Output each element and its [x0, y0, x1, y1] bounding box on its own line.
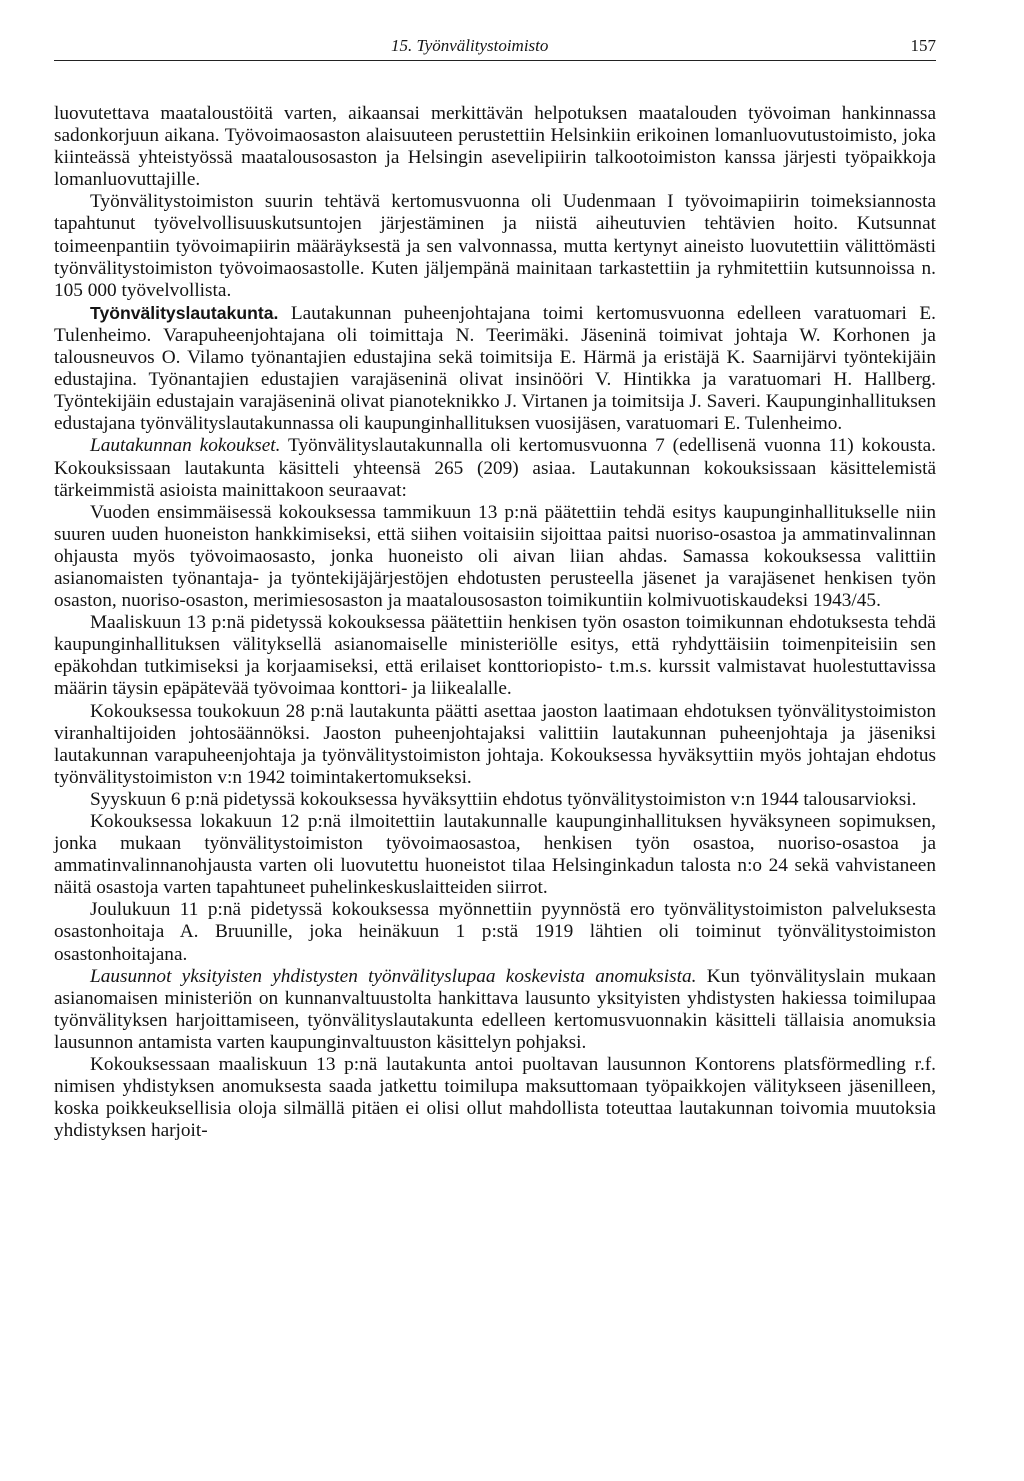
document-page: [54, 24, 936, 1142]
page-number: 157: [910, 36, 936, 55]
paragraph: Vuoden ensimmäisessä kokouksessa tammikuun 13 p:nä päätettiin tehdä esitys kaupunginhallitukselle niin suuren uuden huoneiston hankkimiseksi, että siihen voitaisiin sijoittaa paitsi nuoriso-osastoa ja ammatinvalinnan ohjausta myös työvoimaosasto, jonka huoneisto oli aivan liian ahdas. Samassa kokouksessa valittiin asianomaisten työnantaja- ja työntekijäjärjestöjen ehdotusten perusteella jäsenet ja varajäsenet henkisen työn osaston, nuoriso-osaston, merimiesosaston ja maatalousosaston toimikuntiin kolmivuotiskaudeksi 1943/45.: [54, 501, 936, 612]
section-heading-meetings: Lautakunnan kokoukset.: [90, 435, 281, 457]
section-heading-statements: Lausunnot yksityisten yhdistysten työnvälityslupaa koskevista anomuksista.: [90, 965, 697, 987]
paragraph: Kokouksessaan maaliskuun 13 p:nä lautakunta antoi puoltavan lausunnon Kontorens platsförmedling r.f. nimisen yhdistyksen anomuksesta saada jatkettu toimilupa maksuttomaan työpaikkojen välitykseen jäsenilleen, koska poikkeuksellisia oloja silmällä pitäen ei olisi ollut mahdollista toteuttaa lautakunnan toivomia muutoksia yhdistyksen harjoit-: [54, 1054, 936, 1142]
running-title: 15. Työnvälitystoimisto: [391, 36, 549, 55]
paragraph-continuation: luovutettava maataloustöitä varten, aikaansai merkittävän helpotuksen maatalouden työvoiman hankinnassa sadonkorjuun aikana. Työvoimaosaston alaisuuteen perustettiin Helsinkiin erikoinen lomanluovutustoimisto, joka kiinteässä yhteistyössä maatalousosaston ja Helsingin asevelipiirin talkootoimiston kanssa järjesti työpaikkoja lomanluovuttajille.: [54, 103, 936, 191]
paragraph-statements-section: Lausunnot yksityisten yhdistysten työnvälityslupaa koskevista anomuksista. Kun työnvälityslain mukaan asianomaisen ministeriön on kunnanvaltuustolta hankittava lausunto yksityisten yhdistysten hakiessa toimilupaa työnvälityksen harjoittamiseen, työnvälityslautakunta edelleen kertomusvuonnakin käsitteli tällaisia anomuksia lausunnon antamista varten kaupunginvaltuuston käsittelyn pohjaksi.: [54, 965, 936, 1053]
running-header: [54, 24, 936, 61]
paragraph: Kokouksessa toukokuun 28 p:nä lautakunta päätti asettaa jaoston laatimaan ehdotuksen työnvälitystoimiston viranhaltijoiden johtosäännöksi. Jaoston puheenjohtajaksi valittiin lautakunnan puheenjohtaja ja jäseniksi lautakunnan varapuheenjohtaja ja työnvälitystoimiston johtaja. Kokouksessa hyväksyttiin myös johtajan ehdotus työnvälitystoimiston v:n 1942 toimintakertomukseksi.: [54, 700, 936, 788]
paragraph: Syyskuun 6 p:nä pidetyssä kokouksessa hyväksyttiin ehdotus työnvälitystoimiston v:n 1944 talousarvioksi.: [90, 788, 917, 810]
body-text: [54, 103, 936, 1142]
section-heading-board: Työnvälityslautakunta.: [90, 302, 279, 323]
paragraph-meetings-section: Lautakunnan kokoukset. Työnvälityslautakunnalla oli kertomusvuonna 7 (edellisenä vuonna 11) kokousta. Kokouksissaan lautakunta käsitteli yhteensä 265 (209) asiaa. Lautakunnan kokouksissaan käsittelemistä tärkeimmistä asioista mainittakoon seuraavat:: [54, 435, 936, 501]
paragraph-board-section: Työnvälityslautakunta. Lautakunnan puheenjohtajana toimi kertomusvuonna edelleen varatuomari E. Tulenheimo. Varapuheenjohtajana oli toimittaja N. Teerimäki. Jäseninä toimivat johtaja W. Korhonen ja talousneuvos O. Vilamo työnantajien edustajina sekä toimitsija E. Härmä ja eristäjä K. Saarnijärvi työntekijäin edustajina. Työnantajien edustajien varajäseninä olivat insinööri V. Hintikka ja varatuomari H. Hallberg. Työntekijäin edustajain varajäseninä olivat pianoteknikko J. Virtanen ja toimitsija J. Saveri. Kaupunginhallituksen edustajana työnvälityslautakunnassa oli kaupunginhallituksen vuosijäsen, varatuomari E. Tulenheimo.: [54, 302, 937, 435]
paragraph: Maaliskuun 13 p:nä pidetyssä kokouksessa päätettiin henkisen työn osaston toimikunnan ehdotuksesta tehdä kaupunginhallituksen välityksellä asianomaiselle ministeriölle esitys, että ryhdyttäisiin toimenpiteisiin sen epäkohdan tutkimiseksi ja korjaamiseksi, että erilaiset konttoriopisto- t.m.s. kurssit valmistavat huolestuttavissa määrin täysin epäpätevää työvoimaa konttori- ja liikealalle.: [54, 612, 936, 700]
paragraph: Kokouksessa lokakuun 12 p:nä ilmoitettiin lautakunnalle kaupunginhallituksen hyväksyneen sopimuksen, jonka mukaan työnvälitystoimiston työvoimaosastoa, henkisen työn osastoa, nuoriso-osastoa ja ammatinvalinnanohjausta varten oli luovutettu huoneistot tilaa Helsinginkadun talosta n:o 24 sekä vahvistaneen näitä osastoja varten tapahtuneet puhelinkeskuslaitteiden siirrot.: [54, 811, 936, 899]
paragraph: Joulukuun 11 p:nä pidetyssä kokouksessa myönnettiin pyynnöstä ero työnvälitystoimiston palveluksesta osastonhoitaja A. Bruunille, joka heinäkuun 1 p:stä 1919 lähtien oli toiminut työnvälitystoimiston osastonhoitajana.: [54, 899, 936, 965]
paragraph: Työnvälitystoimiston suurin tehtävä kertomusvuonna oli Uudenmaan I työvoimapiirin toimeksiannosta tapahtunut työvelvollisuuskutsuntojen järjestäminen ja niistä aiheutuvien tehtävien hoito. Kutsunnat toimeenpantiin työvoimapiirin määräyksestä ja sen valvonnassa, mutta kertynyt aineisto luovutettiin välittömästi työnvälitystoimiston työvoimaosastolle. Kuten jäljempänä mainitaan tarkastettiin ja ryhmitettiin kutsunnoissa n. 105 000 työvelvollista.: [54, 191, 936, 301]
